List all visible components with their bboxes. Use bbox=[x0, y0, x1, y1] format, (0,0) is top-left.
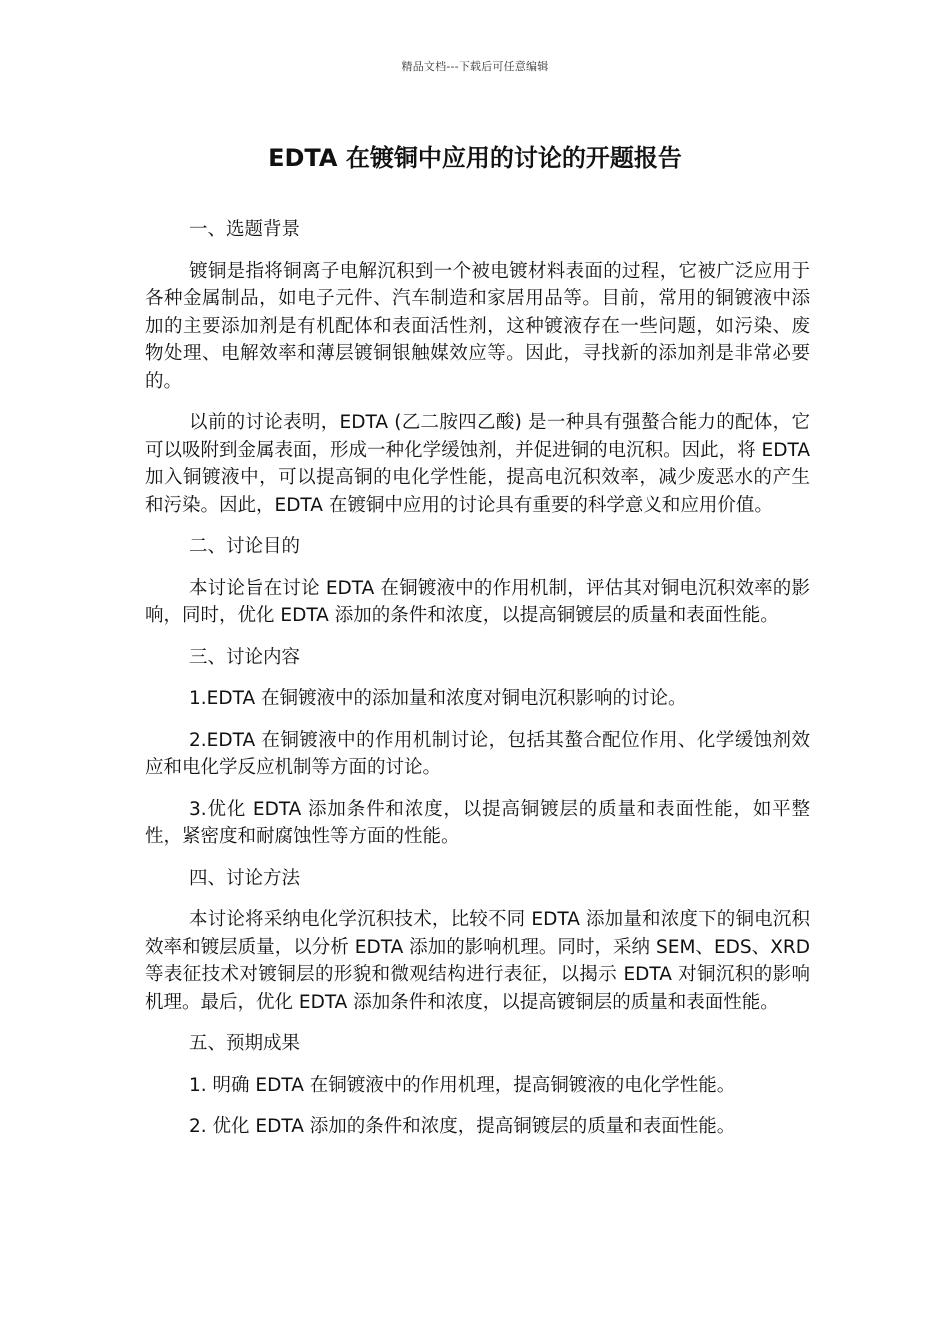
section-heading-outcomes: 五、预期成果 bbox=[189, 1033, 301, 1054]
list-item-outcome-1: 1. 明确 EDTA 在铜镀液中的作用机理，提高铜镀液的电化学性能。 bbox=[189, 1074, 736, 1096]
paragraph-purpose: 本讨论旨在讨论 EDTA 在铜镀液中的作用机制，评估其对铜电沉积效率的影响，同时，优化 EDTA 添加的条件和浓度，以提高铜镀层的质量和表面性能。 bbox=[145, 577, 810, 626]
section-heading-background: 一、选题背景 bbox=[189, 219, 301, 240]
document-body bbox=[145, 216, 810, 1155]
header-note: 精品文档---下载后可任意编辑 bbox=[401, 60, 549, 73]
list-item-content-3: 3.优化 EDTA 添加条件和浓度，以提高铜镀层的质量和表面性能，如平整性，紧密度和耐腐蚀性等方面的性能。 bbox=[145, 798, 810, 847]
list-item-outcome-2: 2. 优化 EDTA 添加的条件和浓度，提高铜镀层的质量和表面性能。 bbox=[189, 1116, 736, 1137]
list-item-content-1: 1.EDTA 在铜镀液中的添加量和浓度对铜电沉积影响的讨论。 bbox=[189, 688, 687, 709]
paragraph-background-2: 以前的讨论表明，EDTA (乙二胺四乙酸) 是一种具有强螯合能力的配体，它可以吸附到金属表面，形成一种化学缓蚀剂，并促进铜的电沉积。因此，将 EDTA 加入铜镀液中，可以提高铜的电化学性能，提高电沉积效率，减少废恶水的产生和污染。因此，EDTA 在镀铜中应用的讨论具有重要的科学意义和应用价值。 bbox=[145, 412, 810, 516]
list-item-content-2: 2.EDTA 在铜镀液中的作用机制讨论，包括其螯合配位作用、化学缓蚀剂效应和电化学反应机制等方面的讨论。 bbox=[145, 729, 810, 778]
document-title: EDTA 在镀铜中应用的讨论的开题报告 bbox=[268, 144, 682, 172]
paragraph-background-1: 镀铜是指将铜离子电解沉积到一个被电镀材料表面的过程，它被广泛应用于各种金属制品，如电子元件、汽车制造和家居用品等。目前，常用的铜镀液中添加的主要添加剂是有机配体和表面活性剂，这种镀液存在一些问题，如污染、废物处理、电解效率和薄层镀铜银触媒效应等。因此，寻找新的添加剂是非常必要的。 bbox=[145, 260, 810, 392]
section-heading-method: 四、讨论方法 bbox=[189, 867, 301, 889]
section-heading-purpose: 二、讨论目的 bbox=[189, 536, 301, 557]
paragraph-method: 本讨论将采纳电化学沉积技术，比较不同 EDTA 添加量和浓度下的铜电沉积效率和镀层质量，以分析 EDTA 添加的影响机理。同时，采纳 SEM、EDS、XRD 等表征技术对镀铜层的形貌和微观结构进行表征，以揭示 EDTA 对铜沉积的影响机理。最后，优化 EDTA 添加条件和浓度，以提高镀铜层的质量和表面性能。 bbox=[145, 909, 810, 1013]
section-heading-content: 三、讨论内容 bbox=[189, 646, 301, 668]
